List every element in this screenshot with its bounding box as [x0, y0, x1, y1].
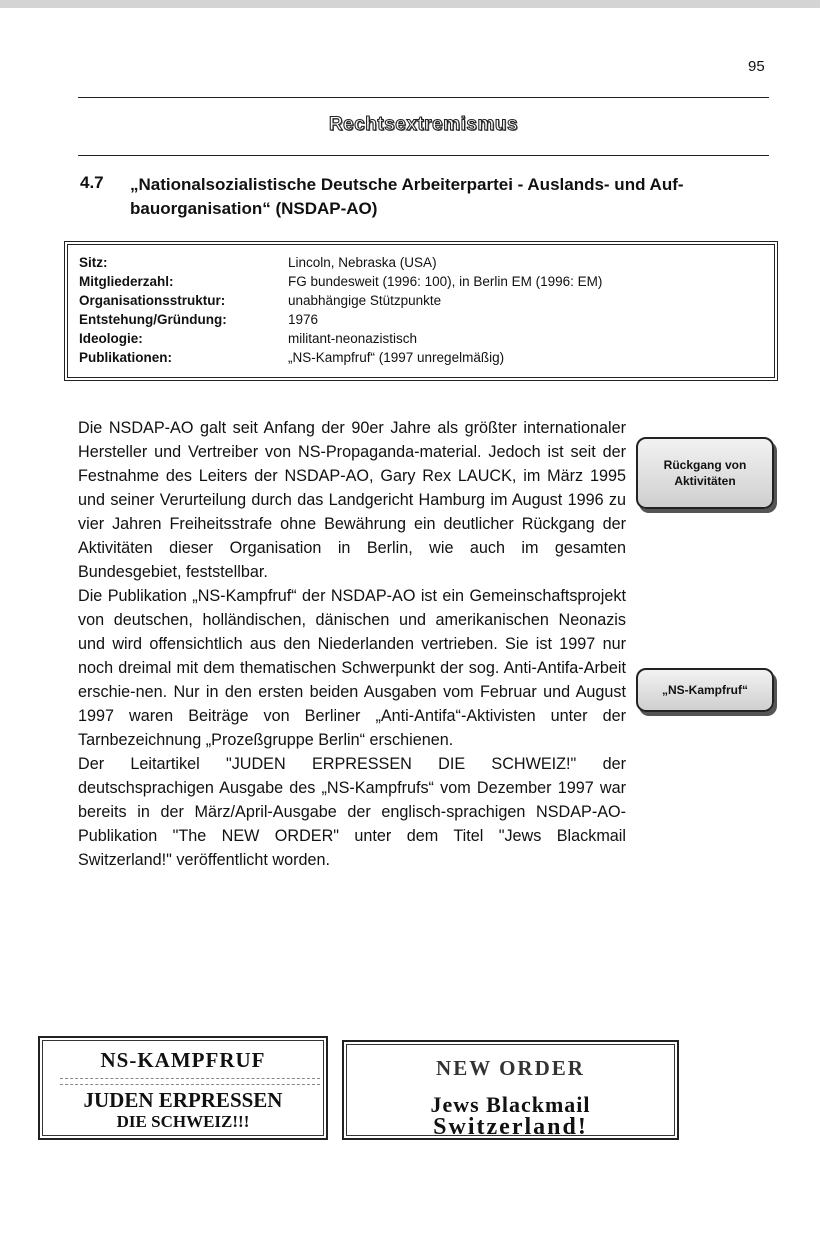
- section-header: Rechtsextremismus: [328, 114, 519, 135]
- body-paragraph-3: Der Leitartikel "JUDEN ERPRESSEN DIE SCHWEIZ!" der deutschsprachigen Ausgabe des „NS-Kampfrufs“ vom Dezember 1997 war bereits in der März/April-Ausgabe der englisch-sprachigen NSDAP-AO-Publikation "The NEW ORDER" unter dem Titel "Jews Blackmail Switzerland!" veröffentlicht worden.: [78, 755, 626, 869]
- header-rule-top: [78, 97, 769, 98]
- info-value: 1976: [288, 312, 319, 327]
- body-paragraph-1: Die NSDAP-AO galt seit Anfang der 90er Jahre als größter internationaler Hersteller und Vertreiber von NS-Propaganda-material. Jedoch ist seit der Festnahme des Leiters der NSDAP-AO, Gary Rex LAUCK, im März 1995 und seiner Verurteilung durch das Landgericht Hamburg im August 1996 zu vier Jahren Freiheitsstrafe ohne Bewährung ein deutlicher Rückgang der Aktivitäten dieser Organisation in Berlin, wie auch im gesamten Bundesgebiet, feststellbar.: [78, 419, 626, 581]
- clipping-masthead: NEW ORDER: [436, 1056, 585, 1080]
- info-label: Organisationsstruktur:: [79, 293, 226, 308]
- chapter-title: „Nationalsozialistische Deutsche Arbeiterpartei - Auslands- und Auf-bauorganisation“ (NSDAP-AO): [130, 175, 684, 218]
- clipping-headline-2: Switzerland!: [433, 1114, 588, 1140]
- chapter-number: 4.7: [80, 173, 104, 192]
- info-label: Sitz:: [79, 255, 108, 270]
- info-label: Ideologie:: [79, 331, 143, 346]
- info-value: unabhängige Stützpunkte: [288, 293, 442, 308]
- info-value: „NS-Kampfruf“ (1997 unregelmäßig): [288, 350, 505, 365]
- clipping-rule: [60, 1084, 320, 1085]
- clipping-headline-1: Jews Blackmail: [430, 1092, 591, 1117]
- info-value: Lincoln, Nebraska (USA): [288, 255, 437, 270]
- clipping-masthead: NS-KAMPFRUF: [100, 1048, 266, 1072]
- margin-note-ns-kampfruf: „NS-Kampfruf“: [636, 668, 774, 712]
- clipping-ns-kampfruf: [38, 1036, 328, 1140]
- info-label: Publikationen:: [79, 350, 173, 365]
- clipping-headline-1: JUDEN ERPRESSEN: [83, 1088, 283, 1112]
- clipping-rule: [60, 1078, 320, 1079]
- header-rule-bottom: [78, 155, 769, 156]
- clipping-headline-2: DIE SCHWEIZ!!!: [116, 1112, 250, 1131]
- organisation-info-box: [64, 241, 778, 381]
- body-paragraph-2: Die Publikation „NS-Kampfruf“ der NSDAP-AO ist ein Gemeinschaftsprojekt von deutschen, holländischen, dänischen und amerikanischen Neonazis und wird offensichtlich aus den Niederlanden vertrieben. Sie ist 1997 nur noch dreimal mit dem thematischen Schwerpunkt der sog. Anti-Antifa-Arbeit erschie-nen. Nur in den ersten beiden Ausgaben vom Februar und August 1997 waren Beiträge von Berliner „Anti-Antifa“-Aktivisten unter der Tarnbezeichnung „Prozeßgruppe Berlin“ erschienen.: [78, 587, 626, 749]
- info-value: militant-neonazistisch: [288, 331, 418, 346]
- info-label: Entstehung/Gründung:: [79, 312, 227, 327]
- clipping-new-order: [342, 1040, 679, 1140]
- info-value: FG bundesweit (1996: 100), in Berlin EM (1996: EM): [288, 274, 603, 289]
- info-label: Mitgliederzahl:: [79, 274, 174, 289]
- page-number: 95: [748, 58, 765, 75]
- body-text: [78, 416, 626, 872]
- scan-top-edge: [0, 0, 820, 8]
- margin-note-rueckgang: Rückgang von Aktivitäten: [636, 437, 774, 509]
